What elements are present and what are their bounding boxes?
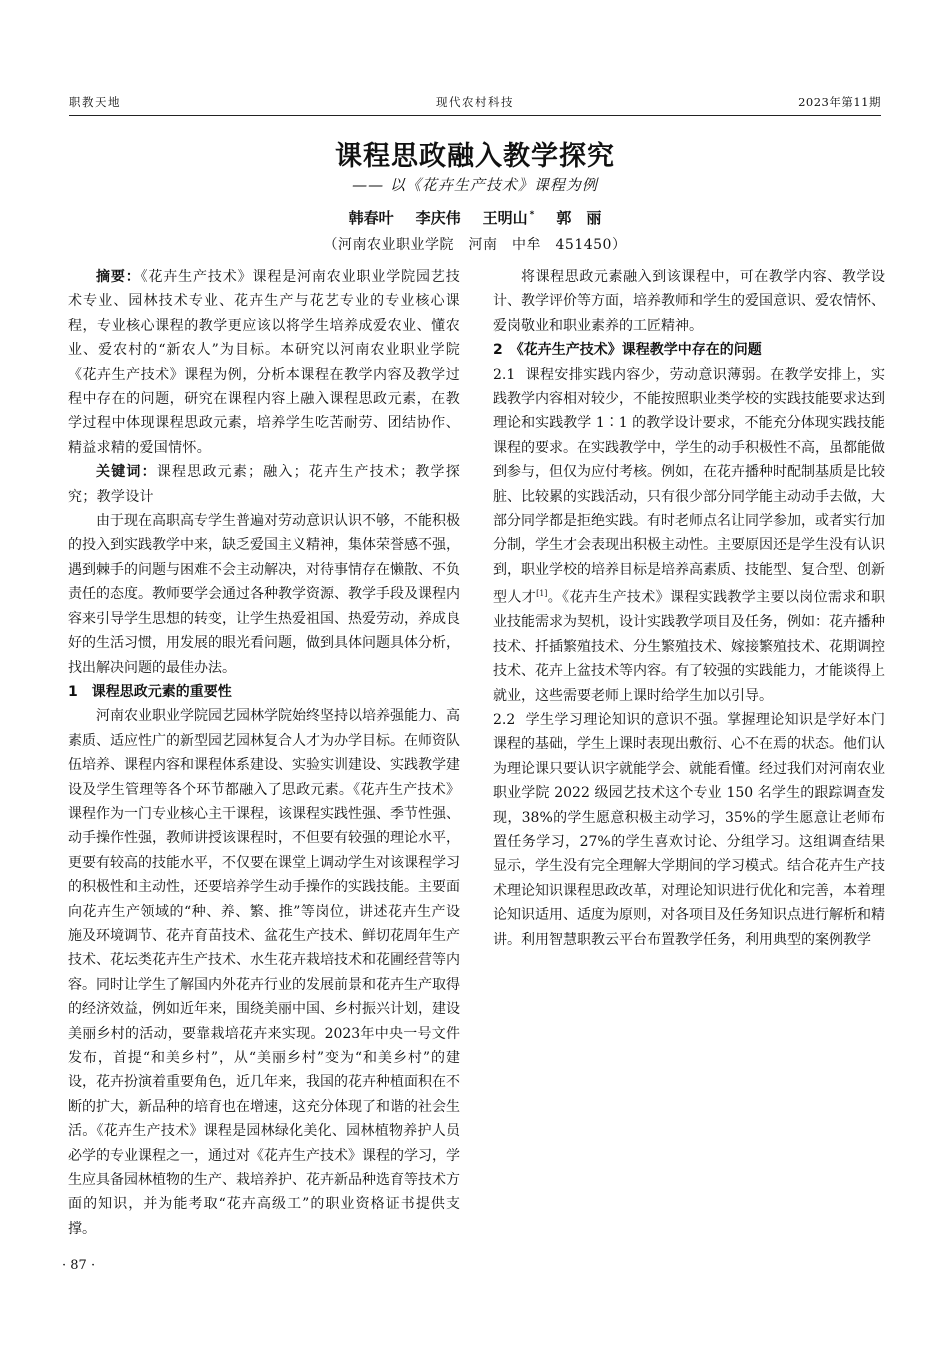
running-header-journal: 现代农村科技 [436, 95, 514, 109]
section-heading: 2 《花卉生产技术》课程教学中存在的问题 [493, 342, 762, 359]
abstract-label: 摘要： [96, 269, 141, 285]
right-column [493, 265, 885, 952]
running-header-issue: 2023年第11期 [798, 95, 881, 109]
article-title: 课程思政融入教学探究 [335, 141, 615, 172]
subsection-number: 2.1 [493, 366, 516, 383]
header-rule [69, 115, 881, 116]
citation-ref: [1] [536, 589, 548, 599]
left-column [68, 265, 460, 1241]
keywords-text: 课程思政元素；融入；花卉生产技术；教学探究；教学设计 [68, 464, 461, 505]
author-name: 韩春叶 [348, 209, 394, 227]
subsection-paragraph: 2.1 课程安排实践内容少，劳动意识薄弱。在教学安排上，实践教学内容相对较少，不能按照职业类学校的实践技能要求达到理论和实践教学 1∶1 的教学设计要求，不能充分体现实践技能课程的要求。在实践教学中，学生的动手积极性不高，虽都能做到参与，但仅为应付考核。例如，在花卉播种时配制基质是比较脏、比较累的实践活动，只有很少部分同学能主动动手去做，大部分同学都是拒绝实践。有时老师点名让同学参加，或者实行加分制，学生才会表现出积极主动性。主要原因还是学生没有认识到，职业学校的培养目标是培养高素质、技能型、复合型、创新型人才[1]。《花卉生产技术》课程实践教学主要以岗位需求和职业技能需求为契机，设计实践教学项目及任务，例如：花卉播种技术、扦插繁殖技术、分生繁殖技术、嫁接繁殖技术、花期调控技术、花卉上盆技术等内容。有了较强的实践能力，才能谈得上就业，这些需要老师上课时给学生加以引导。 [493, 366, 886, 704]
body-paragraph: 河南农业职业学院园艺园林学院始终坚持以培养强能力、高素质、适应性广的新型园艺园林复合人才为办学目标。在师资队伍培养、课程内容和课程体系建设、实验实训建设、实践教学建设及学生管理等各个环节都融入了思政元素。《花卉生产技术》课程作为一门专业核心主干课程，该课程实践性强、季节性强、动手操作性强，教师讲授该课程时，不但要有较强的理论水平，更要有较高的技能水平，不仅要在课堂上调动学生对该课程学习的积极性和主动性，还要培养学生动手操作的实践技能。主要面向花卉生产领域的“种、养、繁、推”等岗位，讲述花卉生产设施及环境调节、花卉育苗技术、盆花生产技术、鲜切花周年生产技术、花坛类花卉生产技术、水生花卉栽培技术和花圃经营等内容。同时让学生了解国内外花卉行业的发展前景和花卉生产取得的经济效益，例如近年来，围绕美丽中国、乡村振兴计划，建设美丽乡村的活动，要靠栽培花卉来实现。2023年中央一号文件发布，首提“和美乡村”，从“美丽乡村”变为“和美乡村”的建设，花卉扮演着重要角色，近几年来，我国的花卉种植面积在不断的扩大，新品种的培育也在增速，这充分体现了和谐的社会生活。《花卉生产技术》课程是园林绿化美化、园林植物养护人员必学的专业课程之一，通过对《花卉生产技术》课程的学习，学生应具备园林植物的生产、栽培养护、花卉新品种选育等技术方面的知识，并为能考取“花卉高级工”的职业资格证书提供支撑。 [68, 708, 460, 1237]
subsection-number: 2.2 [493, 711, 516, 728]
running-header-section: 职教天地 [69, 95, 121, 109]
abstract [68, 265, 460, 460]
abstract-text: 《花卉生产技术》课程是河南农业职业学院园艺技术专业、园林技术专业、花卉生产与花艺专业的专业核心课程，专业核心课程的教学更应该以将学生培养成爱农业、懂农业、爱农村的“新农人”为目标。本研究以河南农业职业学院《花卉生产技术》课程为例，分析本课程在教学内容及教学过程中存在的问题，研究在课程内容上融入课程思政元素，在教学过程中体现课程思政元素，培养学生吃苦耐劳、团结协作、精益求精的爱国情怀。 [68, 269, 460, 456]
article-subtitle: —— 以《花卉生产技术》课程为例 [352, 176, 598, 194]
section-heading: 1 课程思政元素的重要性 [68, 683, 232, 700]
keywords-label: 关键词： [96, 464, 157, 481]
author-name: 郭 丽 [556, 209, 602, 227]
body-paragraph: 将课程思政元素融入到该课程中，可在教学内容、教学设计、教学评价等方面，培养教师和学生的爱国意识、爱农情怀、爱岗敬业和职业素养的工匠精神。 [493, 269, 885, 334]
page-number: · 87 · [62, 1258, 96, 1273]
author-name: 李庆伟 [415, 209, 461, 227]
intro-paragraph: 由于现在高职高专学生普遍对劳动意识认识不够，不能积极的投入到实践教学中来，缺乏爱国主义精神，集体荣誉感不强，遇到棘手的问题与困难不会主动解决，对待事情存在懒散、不负责任的态度。教师要学会通过各种教学资源、教学手段及课程内容来引导学生思想的转变，让学生热爱祖国、热爱劳动，养成良好的生活习惯，用发展的眼光看问题，做到具体问题具体分析，找出解决问题的最佳办法。 [68, 513, 460, 676]
keywords [68, 460, 460, 509]
author-list [0, 207, 950, 228]
subsection-paragraph: 2.2 学生学习理论知识的意识不强。掌握理论知识是学好本门课程的基础，学生上课时表现出敷衍、心不在焉的状态。他们认为理论课只要认识字就能学会、就能看懂。经过我们对河南农业职业学院 2022 级园艺技术这个专业 150 名学生的跟踪调查发现，38%的学生愿意积极主动学习，35%的学生愿意让老师布置任务学习，27%的学生喜欢讨论、分组学习。这组调查结果显示，学生没有完全理解大学期间的学习模式。结合花卉生产技术理论知识课程思政改革，对理论知识进行优化和完善，本着理论知识适用、适度为原则，对各项目及任务知识点进行解析和精讲。利用智慧职教云平台布置教学任务，利用典型的案例教学 [493, 711, 885, 948]
author-name: 王明山 * [482, 209, 535, 227]
corresponding-author-mark: * [529, 210, 535, 220]
author-affiliation: （河南农业职业学院 河南 中牟 451450） [323, 237, 627, 253]
